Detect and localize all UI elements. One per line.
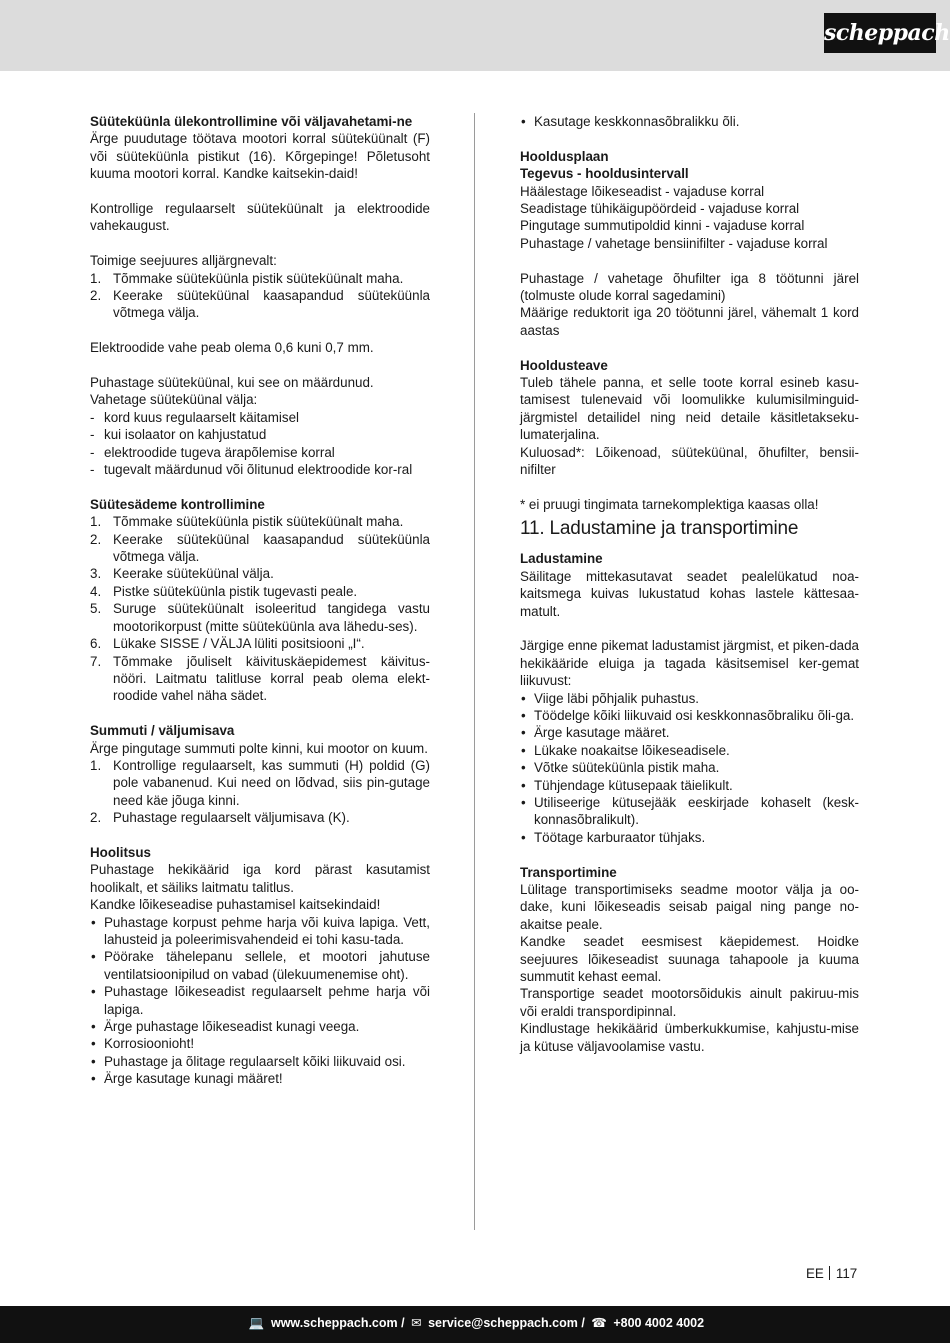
list-marker: • [91,1053,96,1069]
paragraph: Kindlustage hekikäärid ümberkukkumise, kahjustu-mise ja kütuse väljavoolamise vastu. [520,1021,859,1054]
list-item [520,113,859,130]
care-heading: Hoolitsus [90,844,152,860]
list-item [90,635,430,652]
list-item [90,948,430,983]
list-item [520,759,859,776]
list-item [520,829,859,846]
paragraph: Puhastage hekikäärid iga kord pärast kasutamist hoolikalt, et säiliks laitmatu talitlus. [90,862,430,895]
list-item-text: Ärge kasutage määret. [534,725,670,741]
page-number-value: 117 [835,1266,858,1281]
list-item-text: Tõmmake jõuliselt käivituskäepidemest käivitus-nööri. Laitmatu talitluse korral peab olema elekt-roodide vahel näha sädet. [113,653,430,704]
list-item [520,707,859,724]
list-item-text: Kontrollige regulaarselt, kas summuti (H) poldid (G) pole vabanenud. Kui need on lõdvad, siis pin-gutage need käe jõuga kinni. [113,757,430,808]
list-marker: 1. [90,270,102,286]
list-item [90,565,430,582]
list-item-text: Kasutage keskkonnasõbralikku õli. [534,114,740,129]
list-marker: • [91,914,96,930]
list-item [520,794,859,829]
list-item-text: Suruge süüteküünalt isoleeritud tangidega vastu mootorikorpust (mitte süüteküünla ava lähedu-ses). [113,601,430,634]
right-column [520,113,859,1055]
list-item-text: tugevalt määrdunud või õlitunud elektroodide kor-ral [104,462,413,478]
paragraph: Kandke seadet eesmisest käepidemest. Hoidke seejuures lõikeseadist suunaga tahapoole ja kuuma summutit kehast eemal. [520,934,859,984]
maintenance-plan-heading: Hooldusplaan [520,148,609,164]
list-item [90,583,430,600]
list-item-text: Ärge puhastage lõikeseadist kunagi veega. [104,1019,360,1035]
list-item [520,777,859,794]
service-info-heading: Hooldusteave [520,357,608,373]
bullet-list [520,113,859,130]
list-item [520,724,859,741]
list-item [90,287,430,322]
bullet-list [90,914,430,1088]
list-item [90,513,430,530]
list-item [90,1053,430,1070]
paragraph: Ärge pingutage summuti polte kinni, kui mootor on kuum. [90,740,428,756]
dash-list [90,409,430,479]
list-item-text: Töödelge kõiki liikuvaid osi keskkonnasõbraliku õli-ga. [534,707,855,723]
list-item-text: Utiliseerige kütusejääk eeskirjade kohaselt (kesk-konnasõbralikult). [534,794,859,828]
list-item [90,757,430,809]
list-marker: 2. [90,810,102,826]
list-item-text: Korrosioonioht! [104,1036,195,1052]
list-marker: 7. [90,653,102,669]
footer-separator: / [401,1316,405,1330]
list-marker: • [521,760,526,776]
list-marker: 6. [90,636,102,652]
list-item [90,1035,430,1052]
list-item-text: kui isolaator on kahjustatud [104,427,267,443]
plan-line: Puhastage / vahetage bensiinifilter - vajaduse korral [520,235,828,251]
paragraph: Lülitage transportimiseks seadme mootor välja ja oo-dake, kuni lõikeseadis seisab paigal ning pange no-akaitse peale. [520,881,859,932]
maintenance-plan-subheading: Tegevus - hooldusintervall [520,166,689,182]
language-code: EE [806,1266,824,1281]
list-item [90,426,430,443]
list-item [520,690,859,707]
mail-icon: ✉ [411,1316,422,1330]
spark-check-heading: Süütesädeme kontrollimine [90,496,265,512]
chapter-title: 11. Ladustamine ja transportimine [520,518,799,540]
paragraph: Määrige reduktorit iga 20 töötunni järel, vähemalt 1 kord aastas [520,305,859,338]
page-number-separator [829,1266,830,1280]
list-marker: • [521,707,526,723]
list-item [90,1070,430,1087]
phone-number[interactable]: +800 4002 4002 [613,1316,705,1330]
numbered-list [90,270,430,322]
paragraph: Kontrollige regulaarselt süüteküünalt ja elektroodide vahekaugust. [90,201,430,234]
list-item [90,653,430,705]
list-item-text: Tõmmake süüteküünla pistik süüteküünalt maha. [113,514,404,530]
list-item-text: Lükake SISSE / VÄLJA lüliti positsiooni „I“. [113,636,365,652]
list-marker: • [521,690,526,706]
scheppach-logo: scheppach [824,13,936,53]
list-item-text: Puhastage regulaarselt väljumisava (K). [113,810,350,826]
paragraph: Elektroodide vahe peab olema 0,6 kuni 0,7 mm. [90,340,374,356]
list-marker: • [521,794,526,810]
list-item [90,983,430,1018]
list-marker: • [521,742,526,758]
list-item-text: Võtke süüteküünla pistik maha. [534,760,720,776]
list-item [90,914,430,949]
list-item-text: kord kuus regulaarselt käitamisel [104,409,299,425]
list-marker: 2. [90,288,102,304]
footer-separator: / [581,1316,585,1330]
paragraph: Kandke lõikeseadise puhastamisel kaitsekindaid! [90,897,381,913]
list-item-text: Puhastage lõikeseadist regulaarselt pehme harja või lapiga. [104,984,430,1017]
list-item [90,600,430,635]
list-item [90,809,430,826]
list-item-text: elektroodide tugeva ärapõlemise korral [104,444,335,460]
plan-line: Pingutage summutipoldid kinni - vajaduse korral [520,218,805,234]
list-marker: • [91,984,96,1000]
list-item [90,461,430,478]
transport-heading: Transportimine [520,864,617,880]
column-divider [474,113,475,1230]
list-item-text: Puhastage ja õlitage regulaarselt kõiki liikuvaid osi. [104,1053,406,1069]
paragraph: Järgige enne pikemat ladustamist järgmist, et piken-dada hekikääride eluiga ja tagada käsitsemisel ker-gemat liikuvust: [520,638,859,689]
list-marker: • [521,829,526,845]
list-item [90,1018,430,1035]
list-item-text: Keerake süüteküünal välja. [113,566,274,582]
list-item-text: Pistke süüteküünla pistik tugevasti peale. [113,583,358,599]
list-marker: • [521,777,526,793]
list-marker: - [90,444,95,460]
list-marker: 1. [90,757,102,773]
paragraph: Säilitage mittekasutavat seadet pealelükatud noa-kaitsmega kuivas lukustatud kohas lastele kättesaa-matult. [520,568,859,619]
list-item-text: Töötage karburaator tühjaks. [534,829,706,845]
paragraph: Kuluosad*: Lõikenoad, süüteküünal, õhufilter, bensii-nifilter [520,444,859,478]
footnote: * ei pruugi tingimata tarnekomplektiga kaasas olla! [520,496,819,512]
list-marker: 2. [90,531,102,547]
list-item-text: Pöörake tähelepanu sellele, et mootori jahutuse ventilatsioonipilud on vabad (ülekuumenemise oht). [104,949,430,982]
paragraph: Toimige seejuures alljärgnevalt: [90,253,277,269]
list-marker: • [521,725,526,741]
numbered-list [90,513,430,704]
plan-line: Seadistage tühikäigupöördeid - vajaduse korral [520,201,800,217]
list-item-text: Viige läbi põhjalik puhastus. [534,690,700,706]
list-item-text: Tõmmake süüteküünla pistik süüteküünalt maha. [113,270,404,286]
list-marker: • [91,1019,96,1035]
list-marker: 3. [90,566,102,582]
list-marker: • [91,949,96,965]
list-item [90,270,430,287]
paragraph: Puhastage / vahetage õhufilter iga 8 töötunni järel (tolmuste olude korral sagedamini) [520,270,859,304]
list-item-text: Lükake noakaitse lõikeseadisele. [534,742,730,758]
plan-line: Häälestage lõikeseadist - vajaduse korral [520,183,765,199]
numbered-list [90,757,430,827]
storage-heading: Ladustamine [520,551,603,567]
muffler-heading: Summuti / väljumisava [90,723,235,739]
list-item [520,742,859,759]
paragraph: Vahetage süüteküünal välja: [90,392,258,408]
list-marker: 5. [90,601,102,617]
bullet-list [520,690,859,847]
email-link[interactable]: service@scheppach.com [428,1316,578,1330]
list-marker: - [90,462,95,478]
list-marker: 1. [90,514,102,530]
list-item-text: Puhastage korpust pehme harja või kuiva lapiga. Vett, lahusteid ja poleerimisvahendeid ei tohi kasu-tada. [104,914,430,947]
list-item-text: Tühjendage kütusepaak täielikult. [534,777,733,793]
list-marker: • [91,1036,96,1052]
list-item [90,409,430,426]
website-link[interactable]: www.scheppach.com [270,1316,398,1330]
list-marker: 4. [90,583,102,599]
list-marker: • [521,114,526,129]
paragraph: Tuleb tähele panna, et selle toote korral esineb kasu-tamisest tulenevaid või loomulikke kulumisilminguid-järgmistel detailidel ning neid detaile käsitletakseku-lumaterjalina. [520,375,859,443]
left-column [90,113,430,1088]
spark-plug-heading: Süüteküünla ülekontrollimine või väljavahetami-ne [90,114,413,129]
phone-icon: ☎ [591,1316,607,1330]
header-bar [0,0,950,71]
computer-icon: 💻 [248,1316,265,1330]
list-marker: • [91,1071,96,1087]
list-item-text: Keerake süüteküünal kaasapandud süüteküünla võtmega välja. [113,288,430,321]
list-item-text: Keerake süüteküünal kaasapandud süüteküünla võtmega välja. [113,531,430,565]
paragraph: Transportige seadet mootorsõidukis ainult pakiruu-mis või eraldi transpordipinnal. [520,986,859,1019]
list-item-text: Ärge kasutage kunagi määret! [104,1071,283,1087]
list-item [90,531,430,566]
paragraph: Puhastage süüteküünal, kui see on määrdunud. [90,375,374,391]
list-marker: - [90,409,95,425]
plan-lines [520,183,859,253]
page-number [806,1265,857,1282]
list-item [90,444,430,461]
footer-bar [0,1306,950,1343]
paragraph: Ärge puudutage töötava mootori korral süüteküünalt (F) või süüteküünla pistikut (16). Kõrgepinge! Põletusoht kuuma mootori korral. Kandke kaitsekin-daid! [90,131,430,182]
list-marker: - [90,427,95,443]
